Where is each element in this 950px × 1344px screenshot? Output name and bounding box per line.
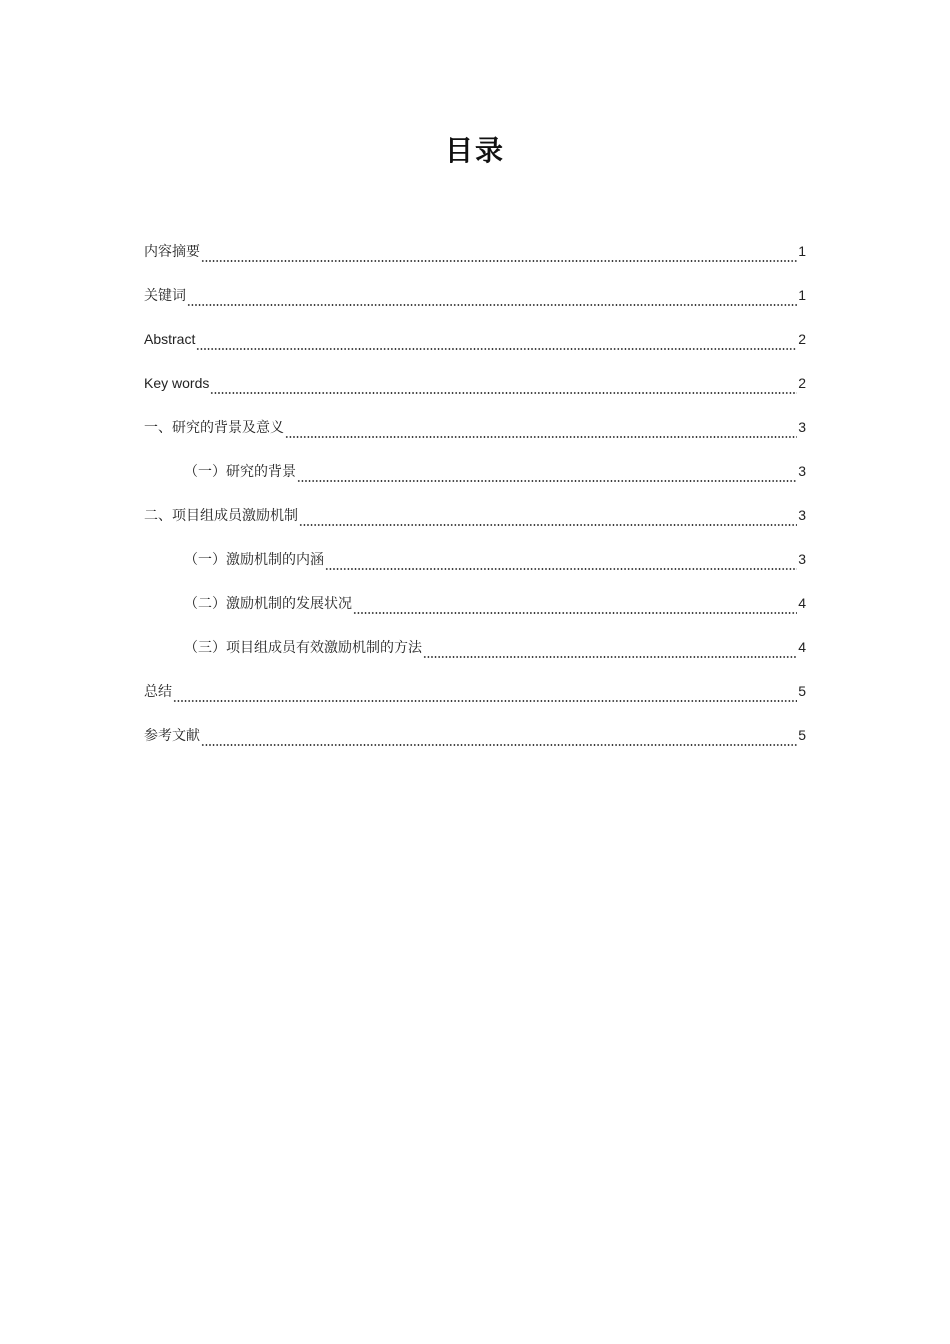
toc-entry[interactable] — [144, 324, 806, 368]
toc-entry[interactable] — [144, 368, 806, 412]
table-of-contents — [144, 236, 806, 764]
toc-entry-page: 3 — [798, 507, 806, 523]
toc-entry-page: 4 — [798, 639, 806, 655]
toc-entry-label: （二）激励机制的发展状况 — [184, 596, 352, 612]
toc-entry-page: 3 — [798, 463, 806, 479]
toc-entry-label: （一）激励机制的内涵 — [184, 552, 324, 568]
toc-entry[interactable] — [144, 500, 806, 544]
toc-entry[interactable] — [144, 236, 806, 280]
toc-entry-label: Abstract — [144, 331, 196, 347]
toc-leader-dots — [353, 601, 797, 615]
toc-entry[interactable] — [144, 632, 806, 676]
toc-entry-label: 总结 — [144, 684, 172, 700]
toc-entry[interactable] — [144, 544, 806, 588]
toc-leader-dots — [299, 513, 797, 527]
toc-leader-dots — [285, 425, 797, 439]
toc-leader-dots — [210, 381, 797, 395]
toc-entry-page: 1 — [798, 243, 806, 259]
toc-entry-page: 2 — [798, 331, 806, 347]
toc-entry-label: 关键词 — [144, 288, 186, 304]
toc-entry-label: 参考文献 — [144, 728, 200, 744]
toc-leader-dots — [297, 469, 797, 483]
toc-entry-page: 5 — [798, 727, 806, 743]
toc-entry-page: 2 — [798, 375, 806, 391]
toc-entry-page: 1 — [798, 287, 806, 303]
toc-leader-dots — [201, 733, 797, 747]
toc-entry-page: 4 — [798, 595, 806, 611]
toc-leader-dots — [187, 293, 797, 307]
toc-leader-dots — [173, 689, 797, 703]
toc-entry-label: （一）研究的背景 — [184, 464, 296, 480]
toc-entry-label: 一、研究的背景及意义 — [144, 420, 284, 436]
toc-entry-page: 5 — [798, 683, 806, 699]
toc-entry[interactable] — [144, 456, 806, 500]
toc-entry[interactable] — [144, 720, 806, 764]
toc-leader-dots — [325, 557, 797, 571]
toc-leader-dots — [423, 645, 797, 659]
toc-entry[interactable] — [144, 280, 806, 324]
toc-entry-page: 3 — [798, 419, 806, 435]
toc-entry[interactable] — [144, 676, 806, 720]
toc-entry-label: 二、项目组成员激励机制 — [144, 508, 298, 524]
toc-entry-label: Key words — [144, 375, 210, 391]
toc-entry-page: 3 — [798, 551, 806, 567]
toc-entry-label: （三）项目组成员有效激励机制的方法 — [184, 640, 422, 656]
toc-entry-label: 内容摘要 — [144, 244, 200, 260]
toc-leader-dots — [196, 337, 797, 351]
toc-leader-dots — [201, 249, 797, 263]
toc-entry[interactable] — [144, 588, 806, 632]
toc-entry[interactable] — [144, 412, 806, 456]
page-title: 目录 — [444, 134, 505, 167]
